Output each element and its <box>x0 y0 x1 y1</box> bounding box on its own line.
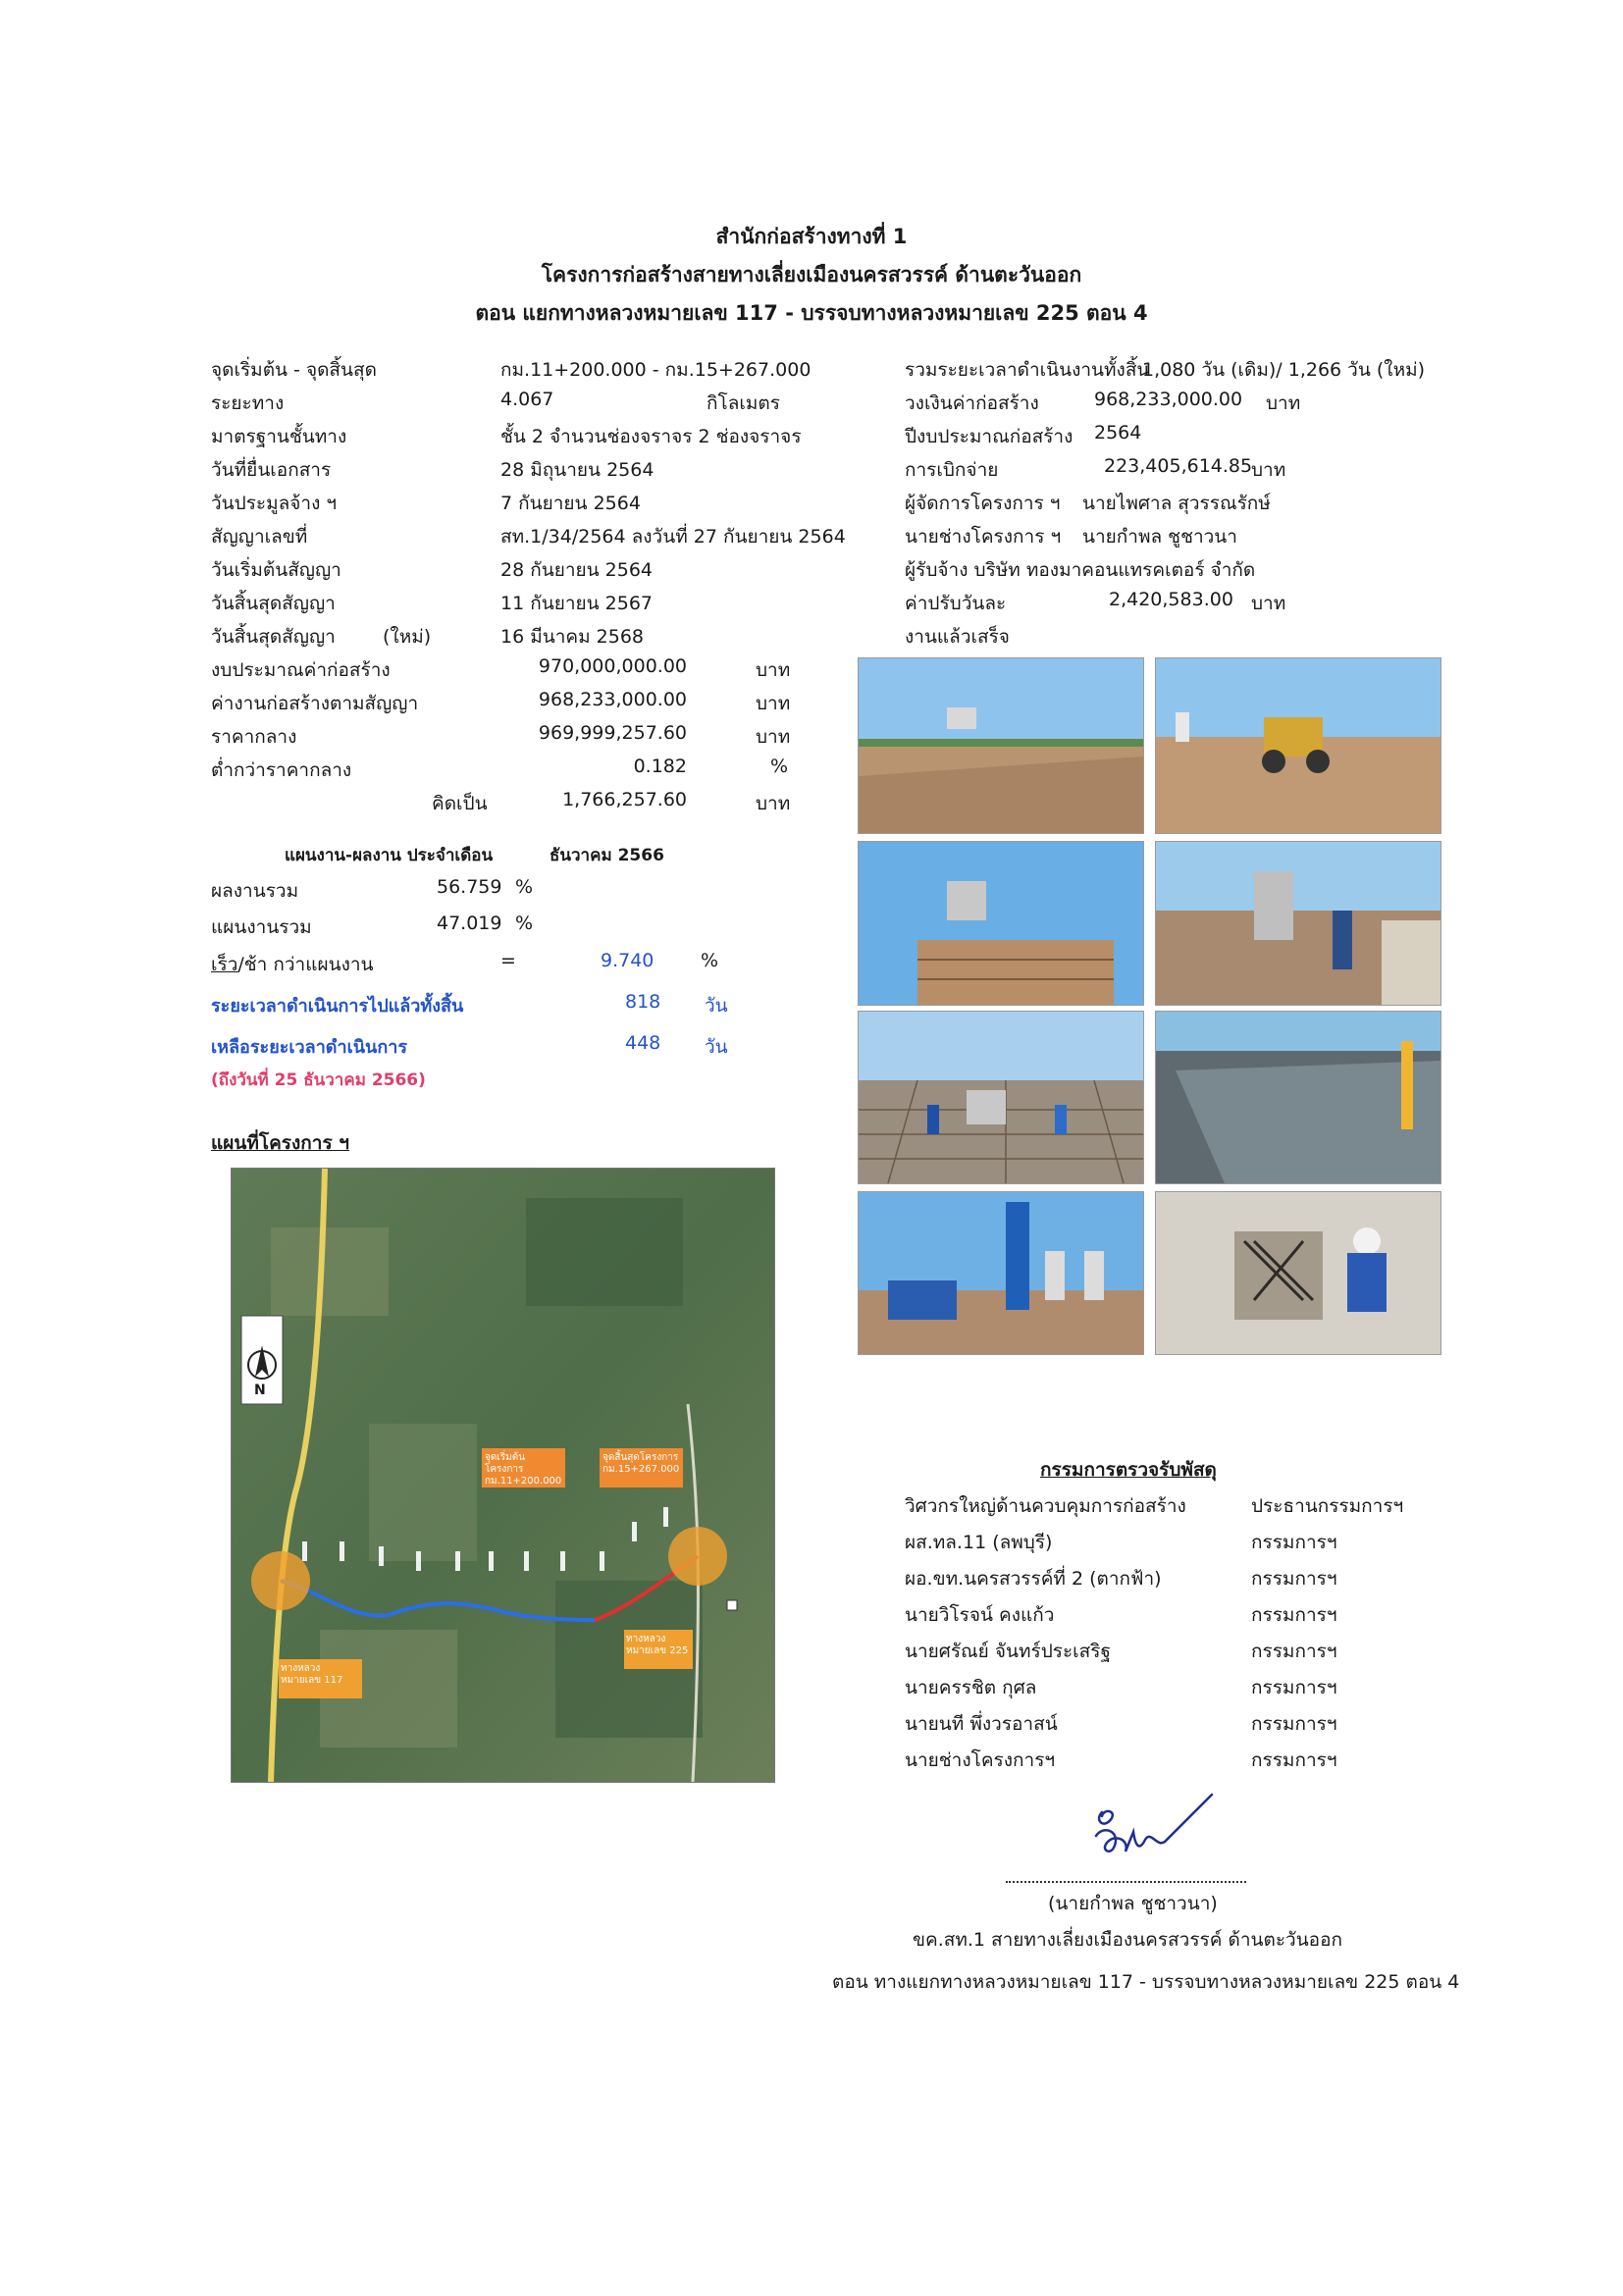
info-label-extra: (ใหม่) <box>383 626 432 648</box>
fiscal-value: 2564 <box>1094 422 1142 444</box>
amount-label: วงเงินค่าก่อสร้าง <box>905 392 1039 414</box>
budget-unit: บาท <box>756 659 791 681</box>
info-label: มาตรฐานชั้นทาง <box>211 426 347 447</box>
progress-faster-unit: % <box>701 950 719 971</box>
info-value: 7 กันยายน 2564 <box>500 493 641 514</box>
committee-role: กรรมการฯ <box>1251 1713 1337 1735</box>
duration-value: 1,080 วัน (เดิม)/ 1,266 วัน (ใหม่) <box>1142 359 1426 381</box>
budget-value: 1,766,257.60 <box>562 789 687 810</box>
info-label: วันที่ยื่นเอกสาร <box>211 459 332 481</box>
progress-faster-label <box>211 950 374 979</box>
construction-photo-2 <box>1155 657 1441 834</box>
committee-role: กรรมการฯ <box>1251 1568 1337 1590</box>
disbursement-label: การเบิกจ่าย <box>905 459 999 481</box>
info-value: 28 มิถุนายน 2564 <box>500 459 654 481</box>
signer-position: ขค.สท.1 สายทางเลี่ยงเมืองนครสวรรค์ ด้านตะวันออก <box>913 1929 1343 1951</box>
signer-name: (นายกำพล ชูชาวนา) <box>1048 1893 1218 1914</box>
info-label: วันสิ้นสุดสัญญา <box>211 593 336 614</box>
info-value: 16 มีนาคม 2568 <box>500 626 645 648</box>
header-project: โครงการก่อสร้างสายทางเลี่ยงเมืองนครสวรรค์ ด้านตะวันออก <box>541 263 1082 287</box>
map-callout-end: จุดสิ้นสุดโครงการ กม.15+267.000 <box>602 1452 680 1475</box>
info-label: วันเริ่มต้นสัญญา <box>211 559 341 581</box>
info-value: สท.1/34/2564 ลงวันที่ 27 กันยายน 2564 <box>500 526 846 548</box>
progress-unit: % <box>515 913 534 934</box>
budget-unit: บาท <box>756 726 791 748</box>
progress-value: 47.019 <box>437 913 502 934</box>
budget-unit: บาท <box>756 793 791 814</box>
committee-member: นายวิโรจน์ คงแก้ว <box>905 1604 1055 1626</box>
progress-month: ธันวาคม 2566 <box>550 846 664 865</box>
budget-value: 969,999,257.60 <box>538 722 687 744</box>
progress-title: แผนงาน-ผลงาน ประจำเดือน <box>285 846 494 865</box>
remaining-unit: วัน <box>705 1036 728 1058</box>
budget-unit: บาท <box>756 693 791 714</box>
info-label: วันประมูลจ้าง ฯ <box>211 493 338 514</box>
amount-unit: บาท <box>1266 392 1301 414</box>
budget-label: งบประมาณค่าก่อสร้าง <box>211 659 391 681</box>
map-callout-hwy117: ทางหลวงหมายเลข 117 <box>281 1663 343 1686</box>
disbursement-unit: บาท <box>1251 459 1286 481</box>
committee-member: นายศรัณย์ จันทร์ประเสริฐ <box>905 1641 1111 1662</box>
committee-role: กรรมการฯ <box>1251 1532 1337 1553</box>
fine-unit: บาท <box>1251 593 1286 614</box>
construction-photo-6 <box>1155 1011 1441 1184</box>
budget-label: คิดเป็น <box>432 793 488 814</box>
construction-photo-3 <box>858 841 1144 1006</box>
budget-label: ราคากลาง <box>211 726 297 748</box>
committee-role: กรรมการฯ <box>1251 1604 1337 1626</box>
committee-member: วิศวกรใหญ่ด้านควบคุมการก่อสร้าง <box>905 1495 1186 1517</box>
budget-unit: % <box>770 756 789 777</box>
amount-value: 968,233,000.00 <box>1094 389 1243 410</box>
progress-eq: = <box>500 950 516 971</box>
faster-word: เร็ว <box>211 954 238 975</box>
contractor: ผู้รับจ้าง บริษัท ทองมาคอนแทรคเตอร์ จำกัด <box>905 559 1256 581</box>
map-callout-hwy225: ทางหลวงหมายเลข 225 <box>626 1634 689 1656</box>
budget-value: 968,233,000.00 <box>538 689 687 710</box>
manager-label: ผู้จัดการโครงการ ฯ <box>905 493 1061 514</box>
construction-photo-7 <box>858 1191 1144 1355</box>
project-map <box>231 1168 775 1783</box>
committee-member: นายครรชิต กุศล <box>905 1677 1037 1698</box>
fiscal-label: ปีงบประมาณก่อสร้าง <box>905 426 1073 447</box>
header-section: ตอน แยกทางหลวงหมายเลข 117 - บรรจบทางหลวงหมายเลข 225 ตอน 4 <box>475 301 1148 325</box>
budget-label: ค่างานก่อสร้างตามสัญญา <box>211 693 419 714</box>
elapsed-unit: วัน <box>705 995 728 1017</box>
info-label: จุดเริ่มต้น - จุดสิ้นสุด <box>211 359 377 381</box>
remaining-value: 448 <box>625 1032 661 1054</box>
info-value: 11 กันยายน 2567 <box>500 593 654 614</box>
committee-member: นายนที พึ่งวรอาสน์ <box>905 1713 1058 1735</box>
handwritten-signature <box>1074 1791 1222 1874</box>
committee-role: กรรมการฯ <box>1251 1749 1337 1771</box>
construction-photo-8 <box>1155 1191 1441 1355</box>
committee-role: กรรมการฯ <box>1251 1641 1337 1662</box>
fine-value: 2,420,583.00 <box>1109 589 1233 610</box>
north-label: N <box>254 1383 266 1398</box>
info-value: 28 กันยายน 2564 <box>500 559 654 581</box>
committee-member: ผอ.ขท.นครสวรรค์ที่ 2 (ตากฟ้า) <box>905 1568 1162 1590</box>
faster-rest: /ช้า กว่าแผนงาน <box>237 954 374 975</box>
progress-label: ผลงานรวม <box>211 880 299 902</box>
progress-unit: % <box>515 876 534 898</box>
info-value: ชั้น 2 จำนวนช่องจราจร 2 ช่องจราจร <box>500 426 802 447</box>
budget-value: 970,000,000.00 <box>538 655 687 677</box>
committee-title: กรรมการตรวจรับพัสดุ <box>1040 1459 1217 1481</box>
info-value: กม.11+200.000 - กม.15+267.000 <box>500 359 812 381</box>
info-label: สัญญาเลขที่ <box>211 526 308 548</box>
progress-label: แผนงานรวม <box>211 916 312 938</box>
committee-role: ประธานกรรมการฯ <box>1251 1495 1404 1517</box>
signature-line <box>1006 1881 1246 1883</box>
construction-photo-4 <box>1155 841 1441 1006</box>
committee-role: กรรมการฯ <box>1251 1677 1337 1698</box>
budget-label: ต่ำกว่าราคากลาง <box>211 759 352 781</box>
manager-value: นายไพศาล สุวรรณรักษ์ <box>1082 493 1271 514</box>
engineer-value: นายกำพล ชูชาวนา <box>1082 526 1237 548</box>
progress-value: 56.759 <box>437 876 502 898</box>
info-unit: กิโลเมตร <box>707 392 780 414</box>
remaining-label: เหลือระยะเวลาดำเนินการ <box>211 1037 408 1058</box>
photos-caption: งานแล้วเสร็จ <box>905 626 1010 648</box>
signer-section: ตอน ทางแยกทางหลวงหมายเลข 117 - บรรจบทางหลวงหมายเลข 225 ตอน 4 <box>832 1971 1460 1993</box>
disbursement-value: 223,405,614.85 <box>1104 455 1253 477</box>
budget-value: 0.182 <box>633 756 687 777</box>
engineer-label: นายช่างโครงการ ฯ <box>905 526 1062 548</box>
map-title: แผนที่โครงการ ฯ <box>211 1132 349 1154</box>
info-label: ระยะทาง <box>211 392 285 414</box>
header-agency: สำนักก่อสร้างทางที่ 1 <box>715 225 908 248</box>
info-label: วันสิ้นสุดสัญญา <box>211 626 336 648</box>
elapsed-value: 818 <box>625 991 661 1013</box>
construction-photo-1 <box>858 657 1144 834</box>
info-value: 4.067 <box>500 389 554 410</box>
fine-label: ค่าปรับวันละ <box>905 593 1007 614</box>
map-callout-start: จุดเริ่มต้นโครงการ กม.11+200.000 <box>485 1452 562 1487</box>
progress-faster-value: 9.740 <box>601 950 654 971</box>
construction-photo-5 <box>858 1011 1144 1184</box>
asof-date: (ถึงวันที่ 25 ธันวาคม 2566) <box>211 1070 426 1090</box>
committee-member: ผส.ทล.11 (ลพบุรี) <box>905 1532 1053 1553</box>
committee-member: นายช่างโครงการฯ <box>905 1749 1056 1771</box>
duration-label: รวมระยะเวลาดำเนินงานทั้งสิ้น <box>905 359 1150 381</box>
elapsed-label: ระยะเวลาดำเนินการไปแล้วทั้งสิ้น <box>211 996 464 1017</box>
